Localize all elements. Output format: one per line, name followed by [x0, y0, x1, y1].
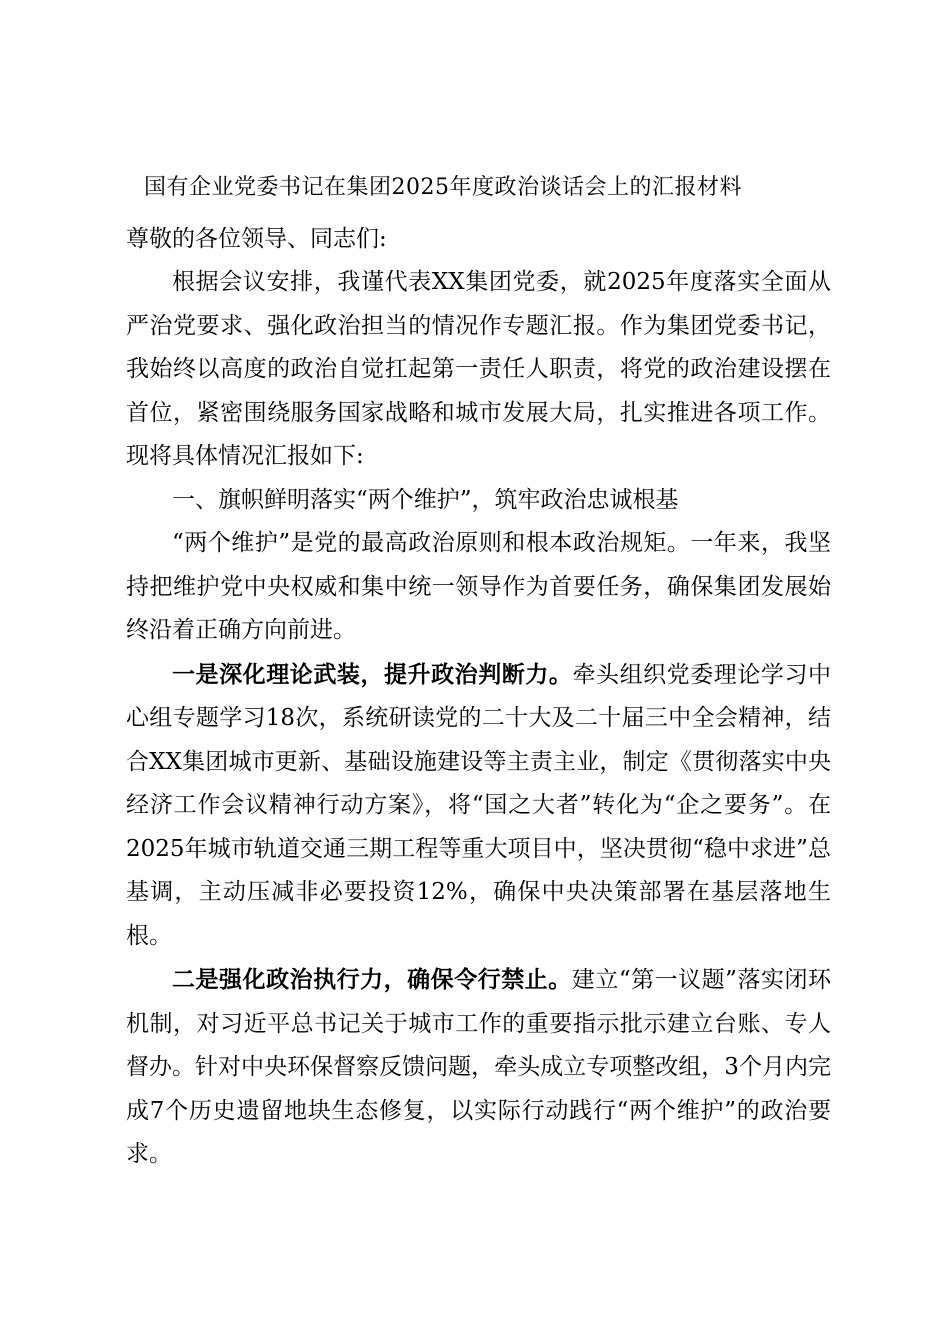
- section-summary-1: “两个维护”是党的最高政治原则和根本政治规矩。一年来，我坚持把维护党中央权威和集中统一领导作为首要任务，确保集团发展始终沿着正确方向前进。: [126, 530, 831, 643]
- point-body-1: 牵头组织党委理论学习中心组专题学习18次，系统研读党的二十大及二十届三中全会精神，结合XX集团城市更新、基础设施建设等主责主业，制定《贯彻落实中央经济工作会议精神行动方案》，将“国之大者”转化为“企之要务”。在2025年城市轨道交通三期工程等重大项目中，坚决贯彻“稳中求进”总基调，主动压减非必要投资12%，确保中央决策部署在基层落地生根。: [126, 661, 832, 949]
- point-paragraph-1: [126, 653, 831, 959]
- point-paragraph-2: [126, 958, 831, 1177]
- salutation: 尊敬的各位领导、同志们:: [126, 226, 387, 252]
- point-lead-2: 二是强化政治执行力，确保令行禁止。: [172, 966, 572, 993]
- section-heading-1: 一、旗帜鲜明落实“两个维护”，筑牢政治忠诚根基: [172, 486, 679, 513]
- document-page: [126, 166, 831, 1177]
- point-lead-1: 一是深化理论武装，提升政治判断力。: [172, 660, 573, 688]
- document-title: 国有企业党委书记在集团2025年度政治谈话会上的汇报材料: [144, 175, 742, 200]
- point-body-2: 建立“第一议题”落实闭环机制，对习近平总书记关于城市工作的重要指示批示建立台账、专人督办。针对中央环保督察反馈问题，牵头成立专项整改组，3个月内完成7个历史遗留地块生态修复，以实际行动践行“两个维护”的政治要求。: [126, 967, 831, 1167]
- intro-paragraph: 根据会议安排，我谨代表XX集团党委，就2025年度落实全面从严治党要求、强化政治担当的情况作专题汇报。作为集团党委书记，我始终以高度的政治自觉扛起第一责任人职责，将党的政治建设摆在首位，紧密围绕服务国家战略和城市发展大局，扎实推进各项工作。现将具体情况汇报如下:: [126, 269, 831, 469]
